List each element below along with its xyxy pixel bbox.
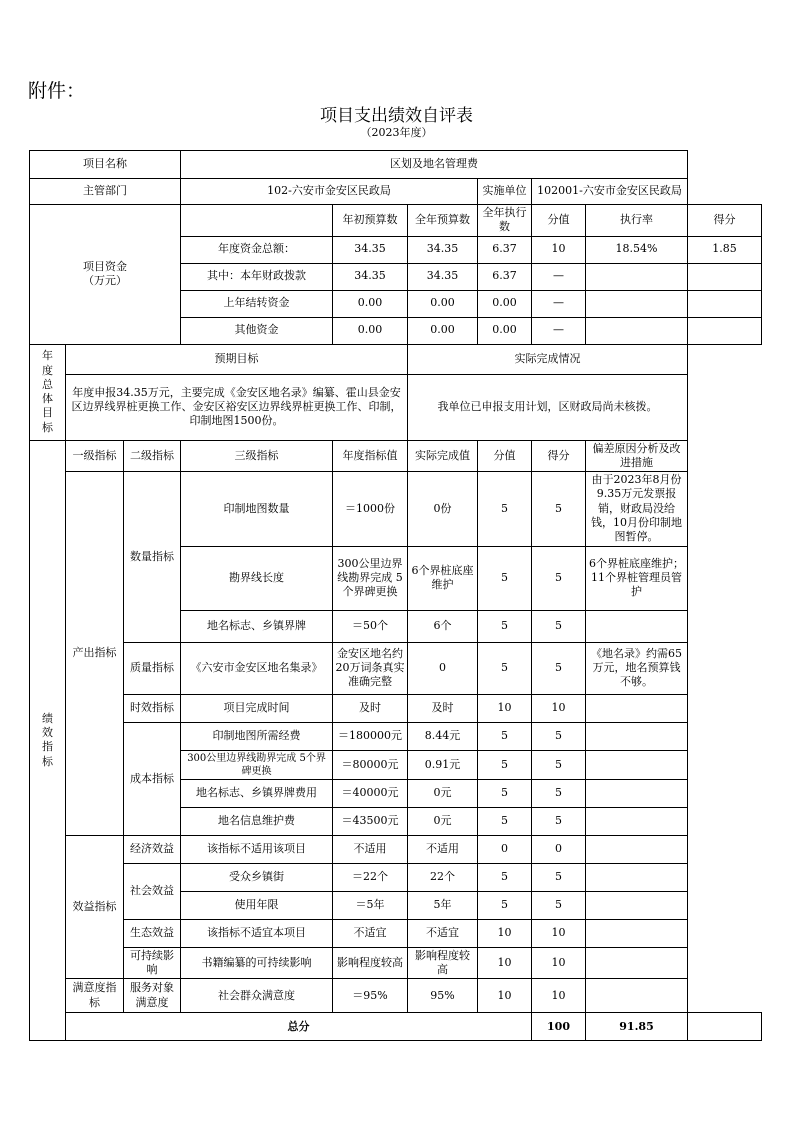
indicator-value: 10 [478, 979, 532, 1013]
indicator-header: 实际完成值 [408, 440, 478, 472]
funds-cell: 1.85 [688, 236, 762, 263]
indicator-value: 5 [478, 642, 532, 694]
impl-label: 实施单位 [478, 179, 532, 205]
indicator-note: 6个界桩底座维护；11个界桩管理员管护 [586, 546, 688, 610]
expected-goal-text: 年度申报34.35万元，主要完成《金安区地名录》编纂、霍山县金安区边界线界桩更换工作、金安区裕安区边界线界桩更换工作、印制，印制地图1500份。 [66, 374, 408, 440]
level2-quantity: 数量指标 [124, 472, 181, 642]
funds-cell: 34.35 [408, 236, 478, 263]
indicator-score: 5 [532, 807, 586, 835]
impl-value: 102001-六安市金安区民政局 [532, 179, 688, 205]
funds-label [30, 205, 181, 345]
actual-result-text: 我单位已申报支用计划，区财政局尚未核拨。 [408, 374, 688, 440]
indicator-score: 10 [532, 979, 586, 1013]
indicator-score: 5 [532, 863, 586, 891]
indicator-target: ＝80000元 [333, 750, 408, 779]
funds-cell: 6.37 [478, 263, 532, 290]
indicator-actual: 0 [408, 642, 478, 694]
indicator-header: 一级指标 [66, 440, 124, 472]
indicator-target: 不适用 [333, 835, 408, 863]
indicator-note [586, 919, 688, 947]
level2-quality: 质量指标 [124, 642, 181, 694]
indicator-name: 印制地图所需经费 [181, 722, 333, 750]
total-label: 总分 [66, 1013, 532, 1041]
indicator-name: 使用年限 [181, 891, 333, 919]
indicator-value: 5 [478, 750, 532, 779]
funds-cell [688, 263, 762, 290]
level2-sustainable: 可持续影响 [124, 947, 181, 979]
indicator-actual: 8.44元 [408, 722, 478, 750]
funds-cell: 0.00 [478, 317, 532, 344]
funds-cell: 34.35 [333, 236, 408, 263]
funds-cell: — [532, 290, 586, 317]
indicator-actual: 不适宜 [408, 919, 478, 947]
level2-economic: 经济效益 [124, 835, 181, 863]
project-name: 区划及地名管理费 [181, 151, 688, 179]
funds-label-line1: 项目资金 [83, 260, 127, 273]
indicator-header: 偏差原因分析及改进措施 [586, 440, 688, 472]
funds-cell [688, 290, 762, 317]
indicator-actual: 0元 [408, 779, 478, 807]
indicator-actual: 0元 [408, 807, 478, 835]
annual-goal-label: 年 度 总 体 目 标 [30, 344, 66, 440]
indicator-header: 二级指标 [124, 440, 181, 472]
level1-output: 产出指标 [66, 472, 124, 835]
level2-ecological: 生态效益 [124, 919, 181, 947]
indicator-note [586, 779, 688, 807]
indicator-value: 10 [478, 919, 532, 947]
funds-header: 全年预算数 [408, 205, 478, 237]
page-title: 项目支出绩效自评表 [320, 106, 473, 126]
funds-row-label: 上年结转资金 [181, 290, 333, 317]
indicator-name: 印制地图数量 [181, 472, 333, 546]
indicator-target: 300公里边界线勘界完成 5个界碑更换 [333, 546, 408, 610]
indicator-target: 影响程度较高 [333, 947, 408, 979]
indicator-value: 5 [478, 863, 532, 891]
indicator-value: 5 [478, 610, 532, 642]
indicator-note [586, 947, 688, 979]
indicator-name: 书籍编纂的可持续影响 [181, 947, 333, 979]
indicator-note [586, 979, 688, 1013]
funds-cell: 10 [532, 236, 586, 263]
level2-social: 社会效益 [124, 863, 181, 919]
indicator-score: 5 [532, 546, 586, 610]
indicator-target: 金安区地名约20万词条真实准确完整 [333, 642, 408, 694]
indicator-target: ＝43500元 [333, 807, 408, 835]
indicator-actual: 及时 [408, 694, 478, 722]
indicator-value: 5 [478, 472, 532, 546]
indicator-score: 5 [532, 779, 586, 807]
funds-cell [586, 263, 688, 290]
indicator-name: 地名标志、乡镇界牌费用 [181, 779, 333, 807]
year-label: （2023年度） [360, 126, 433, 139]
level2-service: 服务对象满意度 [124, 979, 181, 1013]
funds-cell: 34.35 [408, 263, 478, 290]
level2-timeliness: 时效指标 [124, 694, 181, 722]
indicator-actual: 不适用 [408, 835, 478, 863]
level1-satisfaction: 满意度指标 [66, 979, 124, 1013]
indicator-note [586, 722, 688, 750]
funds-cell: 0.00 [333, 317, 408, 344]
indicator-score: 0 [532, 835, 586, 863]
indicator-note [586, 863, 688, 891]
funds-header-blank [181, 205, 333, 237]
attachment-label: 附件： [28, 80, 86, 102]
indicator-name: 《六安市金安区地名集录》 [181, 642, 333, 694]
indicator-value: 5 [478, 891, 532, 919]
indicator-note: 《地名录》约需65万元，地名预算钱不够。 [586, 642, 688, 694]
funds-cell: 0.00 [333, 290, 408, 317]
funds-cell: — [532, 317, 586, 344]
indicator-actual: 0份 [408, 472, 478, 546]
funds-cell: 18.54% [586, 236, 688, 263]
indicator-score: 5 [532, 750, 586, 779]
indicator-score: 10 [532, 919, 586, 947]
indicator-header: 分值 [478, 440, 532, 472]
project-name-label: 项目名称 [30, 151, 181, 179]
indicator-target: 及时 [333, 694, 408, 722]
indicator-target: ＝5年 [333, 891, 408, 919]
actual-result-header: 实际完成情况 [408, 344, 688, 374]
indicator-actual: 6个界桩底座维护 [408, 546, 478, 610]
performance-table [29, 150, 762, 1041]
indicators-section-label: 绩 效 指 标 [30, 440, 66, 1041]
indicator-score: 5 [532, 472, 586, 546]
indicator-name: 地名标志、乡镇界牌 [181, 610, 333, 642]
indicator-score: 10 [532, 694, 586, 722]
indicator-name: 该指标不适宜本项目 [181, 919, 333, 947]
funds-cell: 0.00 [408, 317, 478, 344]
indicator-actual: 95% [408, 979, 478, 1013]
indicator-target: ＝22个 [333, 863, 408, 891]
indicator-actual: 5年 [408, 891, 478, 919]
indicator-actual: 0.91元 [408, 750, 478, 779]
funds-cell: 0.00 [478, 290, 532, 317]
indicator-header: 三级指标 [181, 440, 333, 472]
indicator-value: 10 [478, 947, 532, 979]
level2-cost: 成本指标 [124, 722, 181, 835]
indicator-actual: 6个 [408, 610, 478, 642]
indicator-value: 5 [478, 807, 532, 835]
funds-header: 执行率 [586, 205, 688, 237]
funds-cell: 0.00 [408, 290, 478, 317]
funds-header: 得分 [688, 205, 762, 237]
dept-value: 102-六安市金安区民政局 [181, 179, 478, 205]
indicator-value: 10 [478, 694, 532, 722]
indicator-note [586, 891, 688, 919]
indicator-note [586, 807, 688, 835]
indicator-value: 5 [478, 546, 532, 610]
funds-cell: — [532, 263, 586, 290]
indicator-score: 5 [532, 891, 586, 919]
indicator-name: 该指标不适用该项目 [181, 835, 333, 863]
funds-header: 分值 [532, 205, 586, 237]
indicator-note [586, 694, 688, 722]
total-note [688, 1013, 762, 1041]
indicator-target: ＝1000份 [333, 472, 408, 546]
funds-row-label: 其他资金 [181, 317, 333, 344]
indicator-note [586, 750, 688, 779]
indicator-target: ＝50个 [333, 610, 408, 642]
indicator-score: 5 [532, 610, 586, 642]
indicator-target: 不适宜 [333, 919, 408, 947]
funds-label-line2: （万元） [83, 274, 127, 288]
indicator-actual: 影响程度较高 [408, 947, 478, 979]
indicator-target: ＝40000元 [333, 779, 408, 807]
funds-row-label: 其中：本年财政拨款 [181, 263, 333, 290]
expected-goal-header: 预期目标 [66, 344, 408, 374]
funds-cell [688, 317, 762, 344]
indicator-score: 10 [532, 947, 586, 979]
total-score: 91.85 [586, 1013, 688, 1041]
indicator-header: 得分 [532, 440, 586, 472]
indicator-name: 社会群众满意度 [181, 979, 333, 1013]
total-value: 100 [532, 1013, 586, 1041]
indicator-name: 受众乡镇街 [181, 863, 333, 891]
funds-header: 年初预算数 [333, 205, 408, 237]
indicator-name: 地名信息维护费 [181, 807, 333, 835]
funds-cell: 6.37 [478, 236, 532, 263]
indicator-target: ＝180000元 [333, 722, 408, 750]
indicator-note: 由于2023年8月份9.35万元发票报销，财政局没给钱，10月份印制地图暂停。 [586, 472, 688, 546]
indicator-score: 5 [532, 722, 586, 750]
indicator-note [586, 835, 688, 863]
indicator-value: 0 [478, 835, 532, 863]
indicator-actual: 22个 [408, 863, 478, 891]
indicator-value: 5 [478, 779, 532, 807]
indicator-name: 项目完成时间 [181, 694, 333, 722]
funds-cell: 34.35 [333, 263, 408, 290]
funds-row-label: 年度资金总额： [181, 236, 333, 263]
indicator-name: 勘界线长度 [181, 546, 333, 610]
indicator-score: 5 [532, 642, 586, 694]
indicator-target: ＝95% [333, 979, 408, 1013]
dept-label: 主管部门 [30, 179, 181, 205]
funds-cell [586, 317, 688, 344]
indicator-value: 5 [478, 722, 532, 750]
indicator-name: 300公里边界线勘界完成 5个界碑更换 [181, 750, 333, 779]
indicator-header: 年度指标值 [333, 440, 408, 472]
funds-header: 全年执行数 [478, 205, 532, 237]
funds-cell [586, 290, 688, 317]
level1-benefit: 效益指标 [66, 835, 124, 979]
indicator-note [586, 610, 688, 642]
